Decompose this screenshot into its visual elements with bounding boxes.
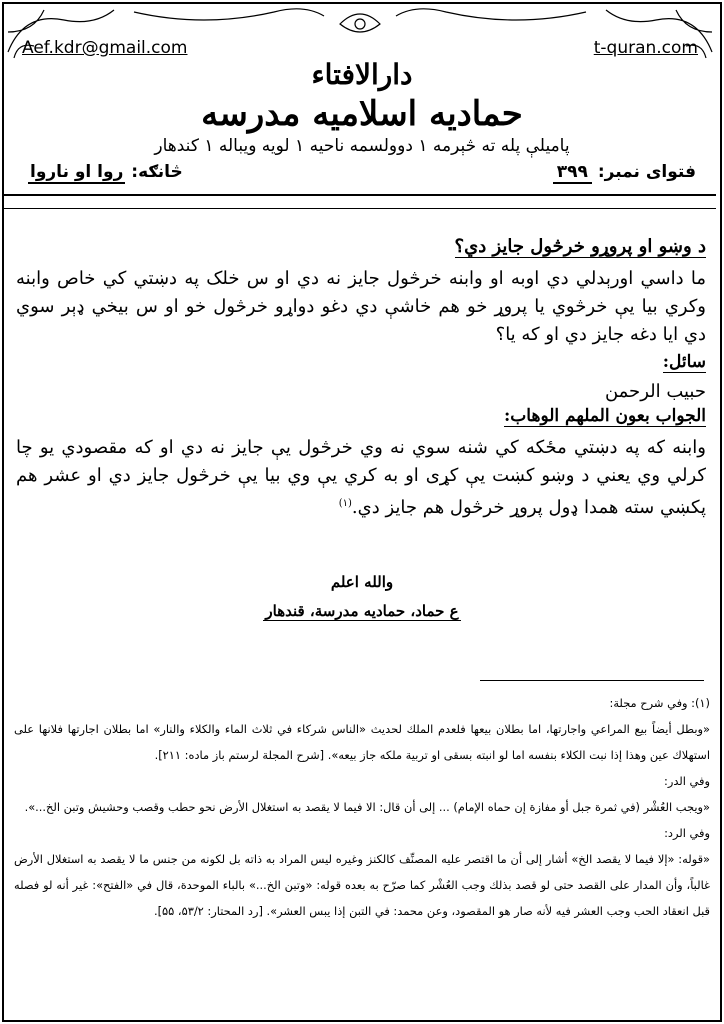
answer-label — [16, 406, 706, 426]
closing-line1: والله اعلم — [330, 573, 394, 591]
org-title-line2: حمادیه اسلامیه مدرسه — [201, 94, 523, 134]
category-value: روا او ناروا — [30, 162, 124, 182]
category — [28, 162, 183, 182]
org-address: پاميلې پله ته څېرمه ۱ دوولسمه ناحيه ۱ لويه ويباله ۱ کندهار — [154, 136, 570, 156]
asker-label-text: سائل: — [662, 352, 706, 372]
question-text: ما داسي اورېدلي دي اوبه او وابنه خرڅول جايز نه دي او س خلک په دښتي کي خاص وابنه وکري بيا يې خرڅوي يا پروړ خو هم خاشې دي دغو دواړو خرڅول خو او س بيخي ډېر سوي دي ايا دغه جايز دي او که يا؟ — [16, 268, 706, 345]
answer-text — [16, 434, 706, 522]
footnote-ref: (۱) — [338, 498, 352, 509]
header-divider — [4, 194, 716, 196]
question-title-text: د وښو او پروړو خرڅول جايز دي؟ — [454, 236, 706, 257]
fatwa-number-value: ۳۹۹ — [553, 162, 592, 184]
question-title — [16, 236, 706, 257]
footnote-line: «ويجب العُشْر (في ثمرة جبل أو مفازة إن حماه الإمام) ... إلى أن قال: الا فيما لا يقصد به استغلال الأرض نحو حطب وقصب وحشيش وتبن الخ...». — [24, 800, 710, 814]
footnote-line: (۱): وفي شرح مجلة: — [609, 696, 710, 710]
signature-text: ع حماد، حماديه مدرسة، قندهار — [265, 602, 459, 620]
footnote-line: «وبطل أيضاً بيع المراعي واجارتها، اما بطلان بيعها فلعدم الملك لحديث «الناس شركاء في ثلاث الماء والكلاء والنار» اما بطلان اجارتها فلانها على استهلاك عين وهذا إذا نبت الكلاء بنفسه اما لو انبته بسقى او تربية ملكه جاز بيعه». [شرح المجلة لرستم باز ماده: ۲۱۱]. — [14, 722, 710, 762]
footnote-line: «قوله: «إلا فيما لا يقصد الخ» أشار إلى أن ما اقتصر عليه المصنِّف كالكنز وغيره ليس المراد به ذاته بل لكونه من جنس ما لا يقصد به استغلال الأرض غالباً، وأن المدار على القصد حتى لو قصد بذلك وجب العُشْر كما صرّح به بعده قوله: «وتبن الخ...» بالباء الموحدة، قال في «الفتح»: غير أنه لو فصله قبل انعقاد الحب وجب العشر فيه لأنه صار هو المقصود، وعن محمد: في التبن إذا يبس العشر». [رد المحتار: ۵۳/۲، ۵۵]. — [14, 852, 710, 918]
footnote-line: وفي الدر: — [663, 774, 710, 788]
website-link[interactable]: t-quran.com — [593, 38, 698, 58]
fatwa-number-label: فتواى نمبر: — [597, 162, 696, 182]
fatwa-number — [553, 162, 696, 182]
footnote-divider — [480, 680, 704, 681]
footnote-line: وفي الرد: — [664, 826, 710, 840]
header-divider-thin — [4, 208, 716, 209]
asker-name: حبيب الرحمن — [604, 381, 706, 402]
email-link[interactable]: Aef.kdr@gmail.com — [22, 38, 188, 58]
closing-signature — [0, 602, 724, 620]
org-title-line1: دارالافتاء — [311, 58, 413, 91]
category-label: څانګه: — [131, 162, 183, 182]
footnotes — [14, 690, 710, 924]
answer-label-text: الجواب بعون الملهم الوهاب: — [504, 406, 706, 426]
answer-body: وابنه که په دښتي مځکه کي شنه سوي نه وي خرڅول يې جايز نه دي او که مقصودي يو چا کرلي وي يعني د وښو کښت يې کړى او به کري يې وي بيا يې خرڅول جايز دي او عشر هم پکښي سته همدا ډول پروړ خرڅول هم جايز دي. — [16, 437, 706, 518]
asker-label — [16, 352, 706, 372]
